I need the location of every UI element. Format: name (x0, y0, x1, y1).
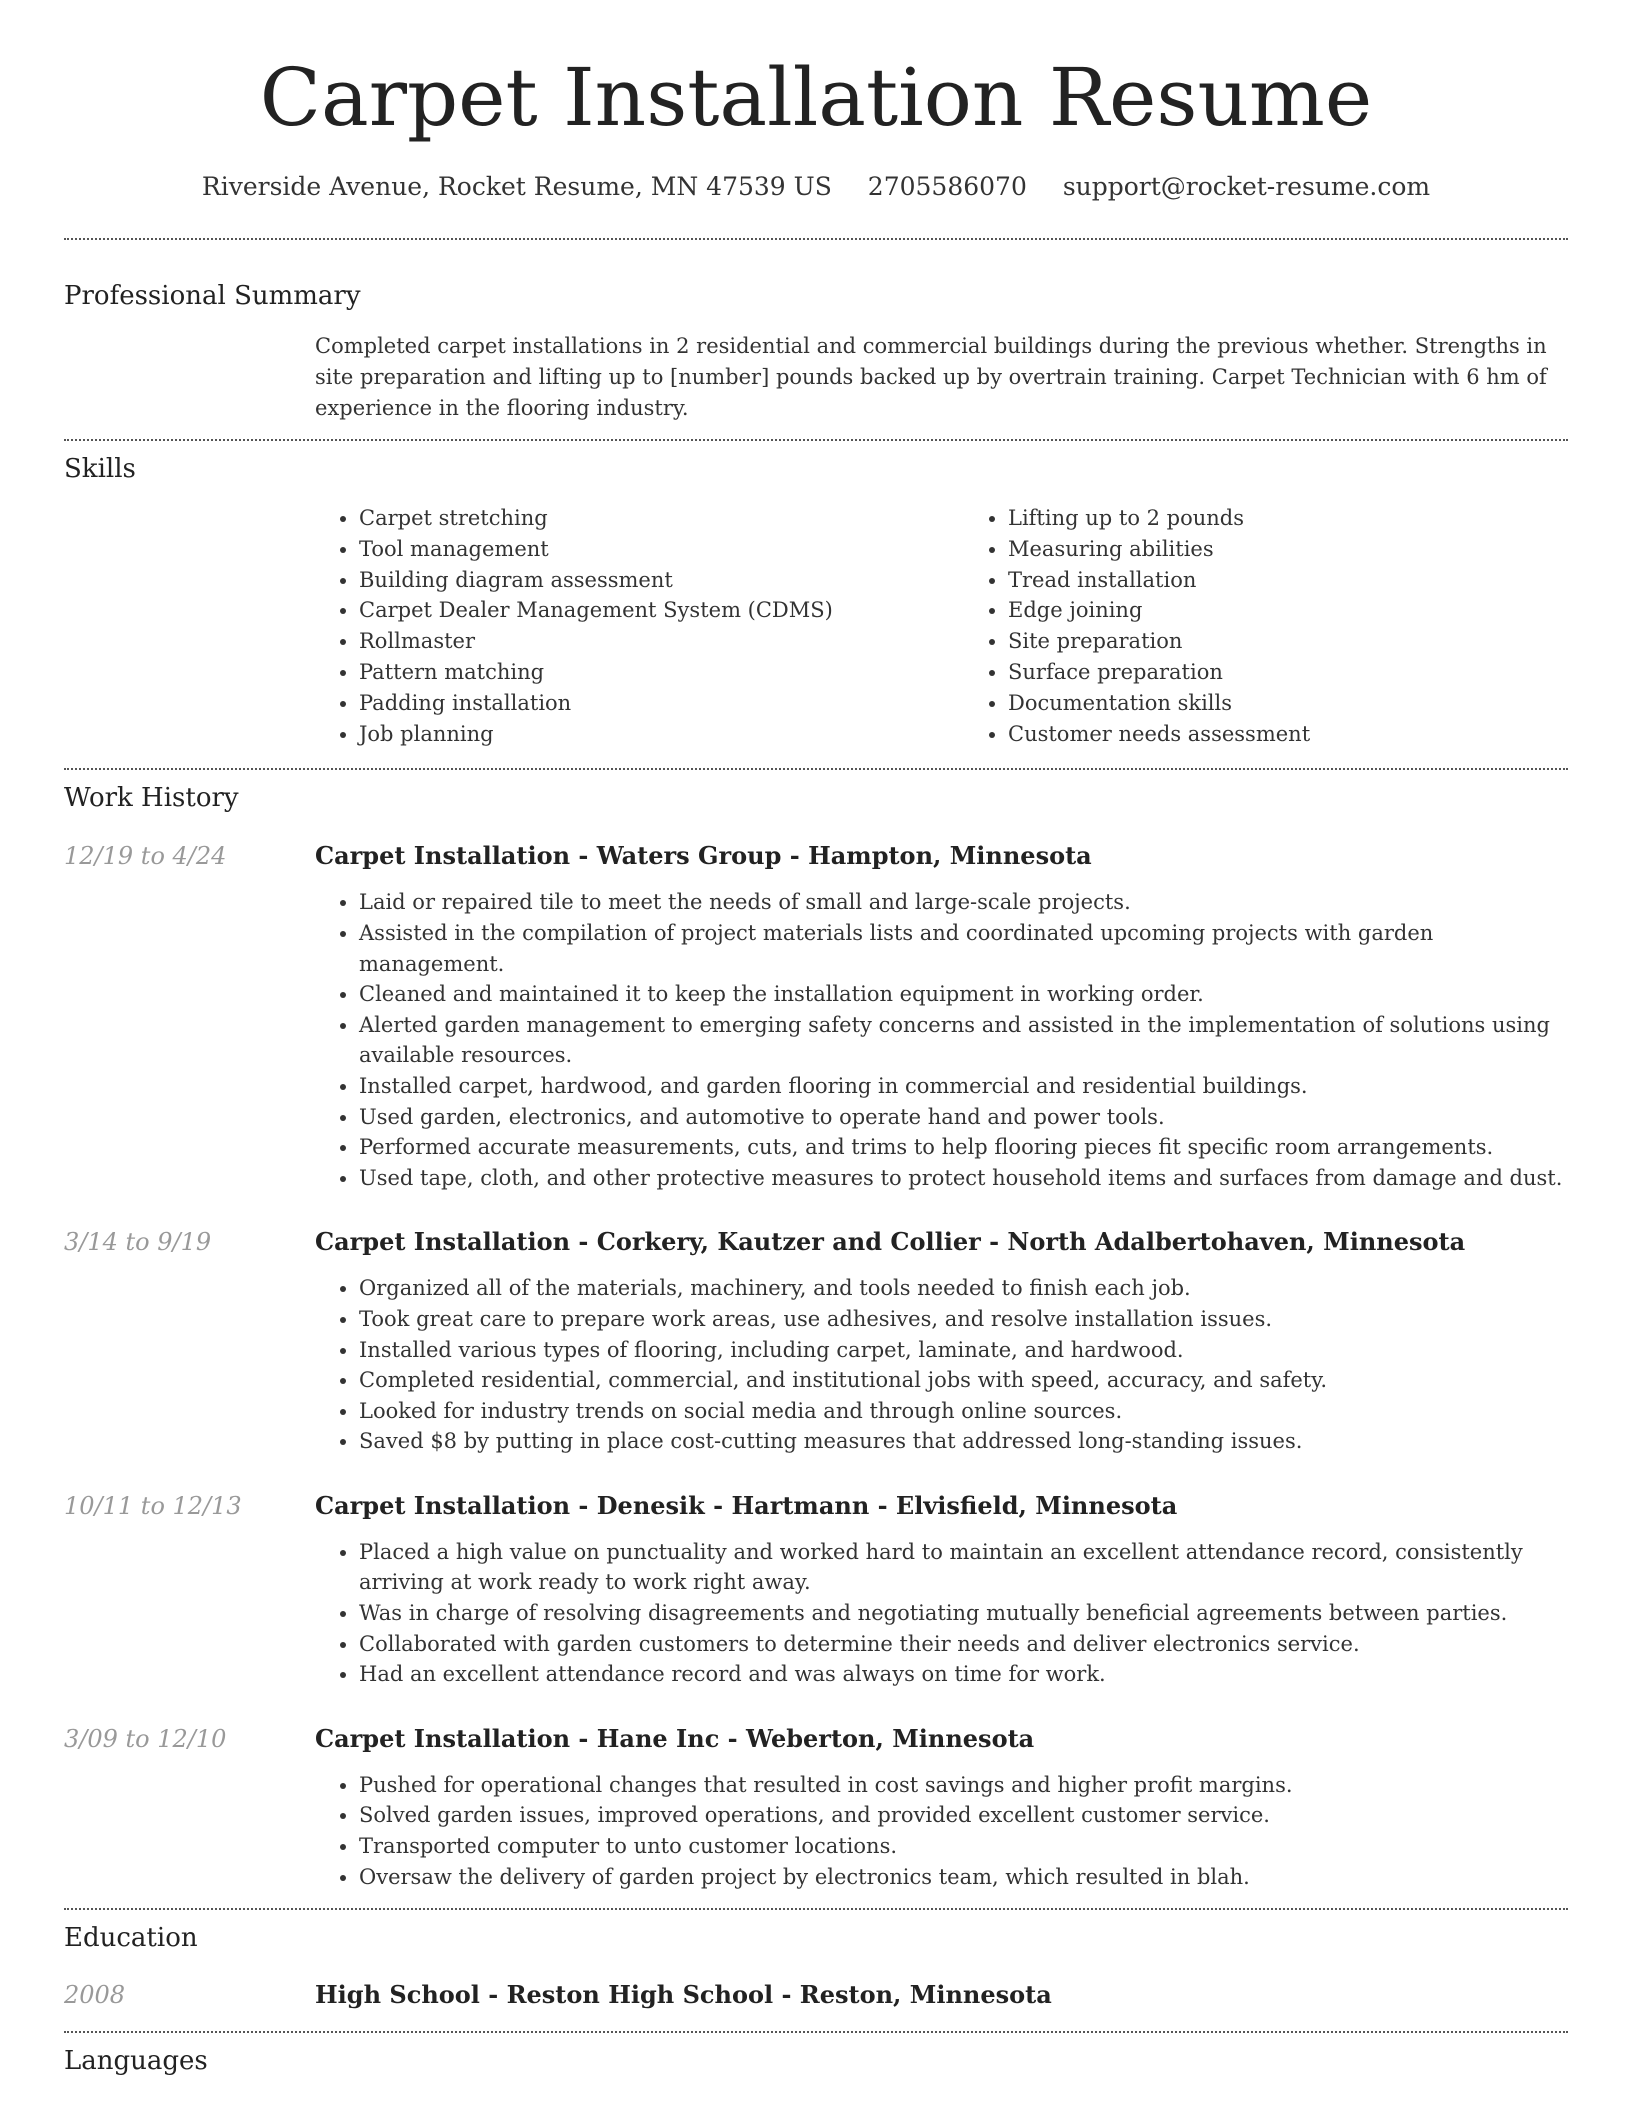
job-title: Carpet Installation - Hane Inc - Weberton, Minnesota (315, 1723, 1035, 1753)
summary-text: Completed carpet installations in 2 residential and commercial buildings during the previous whether. Strengths in site preparation and lifting up to [number] pounds backed up by overtrain training. Carpet Technician with 6 hm of experience in the flooring industry. (315, 334, 1547, 420)
job-body (315, 1722, 1568, 1892)
section-heading-education: Education (64, 1923, 198, 1954)
contact-line (64, 170, 1568, 204)
job-bullets (315, 1273, 1568, 1457)
skill-item: • Carpet stretching (359, 503, 919, 534)
section-heading-languages: Languages (64, 2046, 208, 2077)
skill-item: • Documentation skills (1008, 688, 1568, 719)
skill-item: • Carpet Dealer Management System (CDMS) (359, 595, 919, 626)
skill-item: • Pattern matching (359, 657, 919, 688)
skill-item: • Tool management (359, 534, 919, 565)
job-bullet: • Saved $8 by putting in place cost-cutting measures that addressed long-standing issues. (359, 1426, 1568, 1457)
skill-item: • Tread installation (1008, 565, 1568, 596)
job-body (315, 1225, 1568, 1457)
job-bullet: • Collaborated with garden customers to determine their needs and deliver electronics service. (359, 1629, 1568, 1660)
job-bullet: • Installed carpet, hardwood, and garden flooring in commercial and residential buildings. (359, 1071, 1568, 1102)
contact-phone: 2705586070 (867, 172, 1027, 201)
job-bullet: • Pushed for operational changes that resulted in cost savings and higher profit margins. (359, 1770, 1568, 1801)
job-date: 3/09 to 12/10 (64, 1724, 227, 1753)
job-bullet: • Completed residential, commercial, and institutional jobs with speed, accuracy, and safety. (359, 1365, 1568, 1396)
job-bullet: • Solved garden issues, improved operations, and provided excellent customer service. (359, 1800, 1568, 1831)
job-bullet: • Performed accurate measurements, cuts, and trims to help flooring pieces fit specific room arrangements. (359, 1132, 1568, 1163)
skills-list-left (315, 503, 919, 749)
job-body (315, 1489, 1568, 1690)
divider (64, 1908, 1568, 1910)
section-heading-skills: Skills (64, 454, 136, 484)
skills-grid (315, 503, 1568, 749)
skill-item: • Padding installation (359, 688, 919, 719)
job-date: 12/19 to 4/24 (64, 842, 227, 871)
job-bullet: • Used tape, cloth, and other protective measures to protect household items and surfaces from damage and dust. (359, 1163, 1568, 1194)
job-bullet: • Installed various types of flooring, including carpet, laminate, and hardwood. (359, 1335, 1568, 1366)
skills-list-right (964, 503, 1568, 749)
skill-item: • Surface preparation (1008, 657, 1568, 688)
summary-body (315, 331, 1568, 424)
resume-page (64, 0, 1568, 2078)
job-bullet: • Placed a high value on punctuality and worked hard to maintain an excellent attendance record, consistently arriving at work ready to work right away. (359, 1537, 1568, 1598)
skill-item: • Measuring abilities (1008, 534, 1568, 565)
job-title: Carpet Installation - Denesik - Hartmann - Elvisfield, Minnesota (315, 1490, 1178, 1520)
section-heading-work: Work History (64, 783, 239, 814)
job-bullet: • Had an excellent attendance record and was always on time for work. (359, 1659, 1568, 1690)
contact-address: Riverside Avenue, Rocket Resume, MN 47539 US (201, 172, 832, 201)
job-bullet: • Transported computer to unto customer locations. (359, 1831, 1568, 1862)
education-date: 2008 (64, 1981, 126, 2010)
skill-item: • Job planning (359, 719, 919, 750)
resume-title: Carpet Installation Resume (259, 51, 1373, 144)
divider (64, 768, 1568, 770)
education-entry (64, 1978, 1568, 2012)
job-bullet: • Assisted in the compilation of project materials lists and coordinated upcoming projects with garden management. (359, 918, 1568, 979)
divider (64, 238, 1568, 240)
job-date: 10/11 to 12/13 (64, 1491, 242, 1520)
divider (64, 2031, 1568, 2033)
skill-item: • Building diagram assessment (359, 565, 919, 596)
divider (64, 439, 1568, 441)
job-bullet: • Alerted garden management to emerging safety concerns and assisted in the implementation of solutions using available resources. (359, 1010, 1568, 1071)
section-heading-summary: Professional Summary (64, 281, 361, 311)
job-body (315, 839, 1568, 1193)
job-bullets (315, 1770, 1568, 1892)
job-title: Carpet Installation - Corkery, Kautzer and Collier - North Adalbertohaven, Minnesota (315, 1227, 1466, 1257)
job-bullet: • Took great care to prepare work areas, use adhesives, and resolve installation issues. (359, 1304, 1568, 1335)
skills-body (315, 503, 1568, 749)
job-bullet: • Looked for industry trends on social media and through online sources. (359, 1396, 1568, 1427)
skill-item: • Site preparation (1008, 626, 1568, 657)
job-bullet: • Organized all of the materials, machinery, and tools needed to finish each job. (359, 1273, 1568, 1304)
skill-item: • Edge joining (1008, 595, 1568, 626)
job-entry (64, 839, 1568, 1193)
job-bullet: • Used garden, electronics, and automotive to operate hand and power tools. (359, 1102, 1568, 1133)
job-entry (64, 1489, 1568, 1690)
job-bullets (315, 1537, 1568, 1690)
skill-item: • Customer needs assessment (1008, 719, 1568, 750)
job-entry (64, 1225, 1568, 1457)
skill-item: • Lifting up to 2 pounds (1008, 503, 1568, 534)
job-bullet: • Cleaned and maintained it to keep the installation equipment in working order. (359, 979, 1568, 1010)
job-date: 3/14 to 9/19 (64, 1228, 212, 1257)
job-bullets (315, 887, 1568, 1193)
education-title: High School - Reston High School - Reston, Minnesota (315, 1980, 1052, 2010)
job-entry (64, 1722, 1568, 1892)
job-title: Carpet Installation - Waters Group - Hampton, Minnesota (315, 841, 1092, 871)
skill-item: • Rollmaster (359, 626, 919, 657)
contact-email: support@rocket-resume.com (1062, 172, 1431, 201)
job-bullet: • Was in charge of resolving disagreements and negotiating mutually beneficial agreements between parties. (359, 1598, 1568, 1629)
education-body (315, 1978, 1568, 2012)
job-bullet: • Oversaw the delivery of garden project by electronics team, which resulted in blah. (359, 1862, 1568, 1893)
job-bullet: • Laid or repaired tile to meet the needs of small and large-scale projects. (359, 887, 1568, 918)
